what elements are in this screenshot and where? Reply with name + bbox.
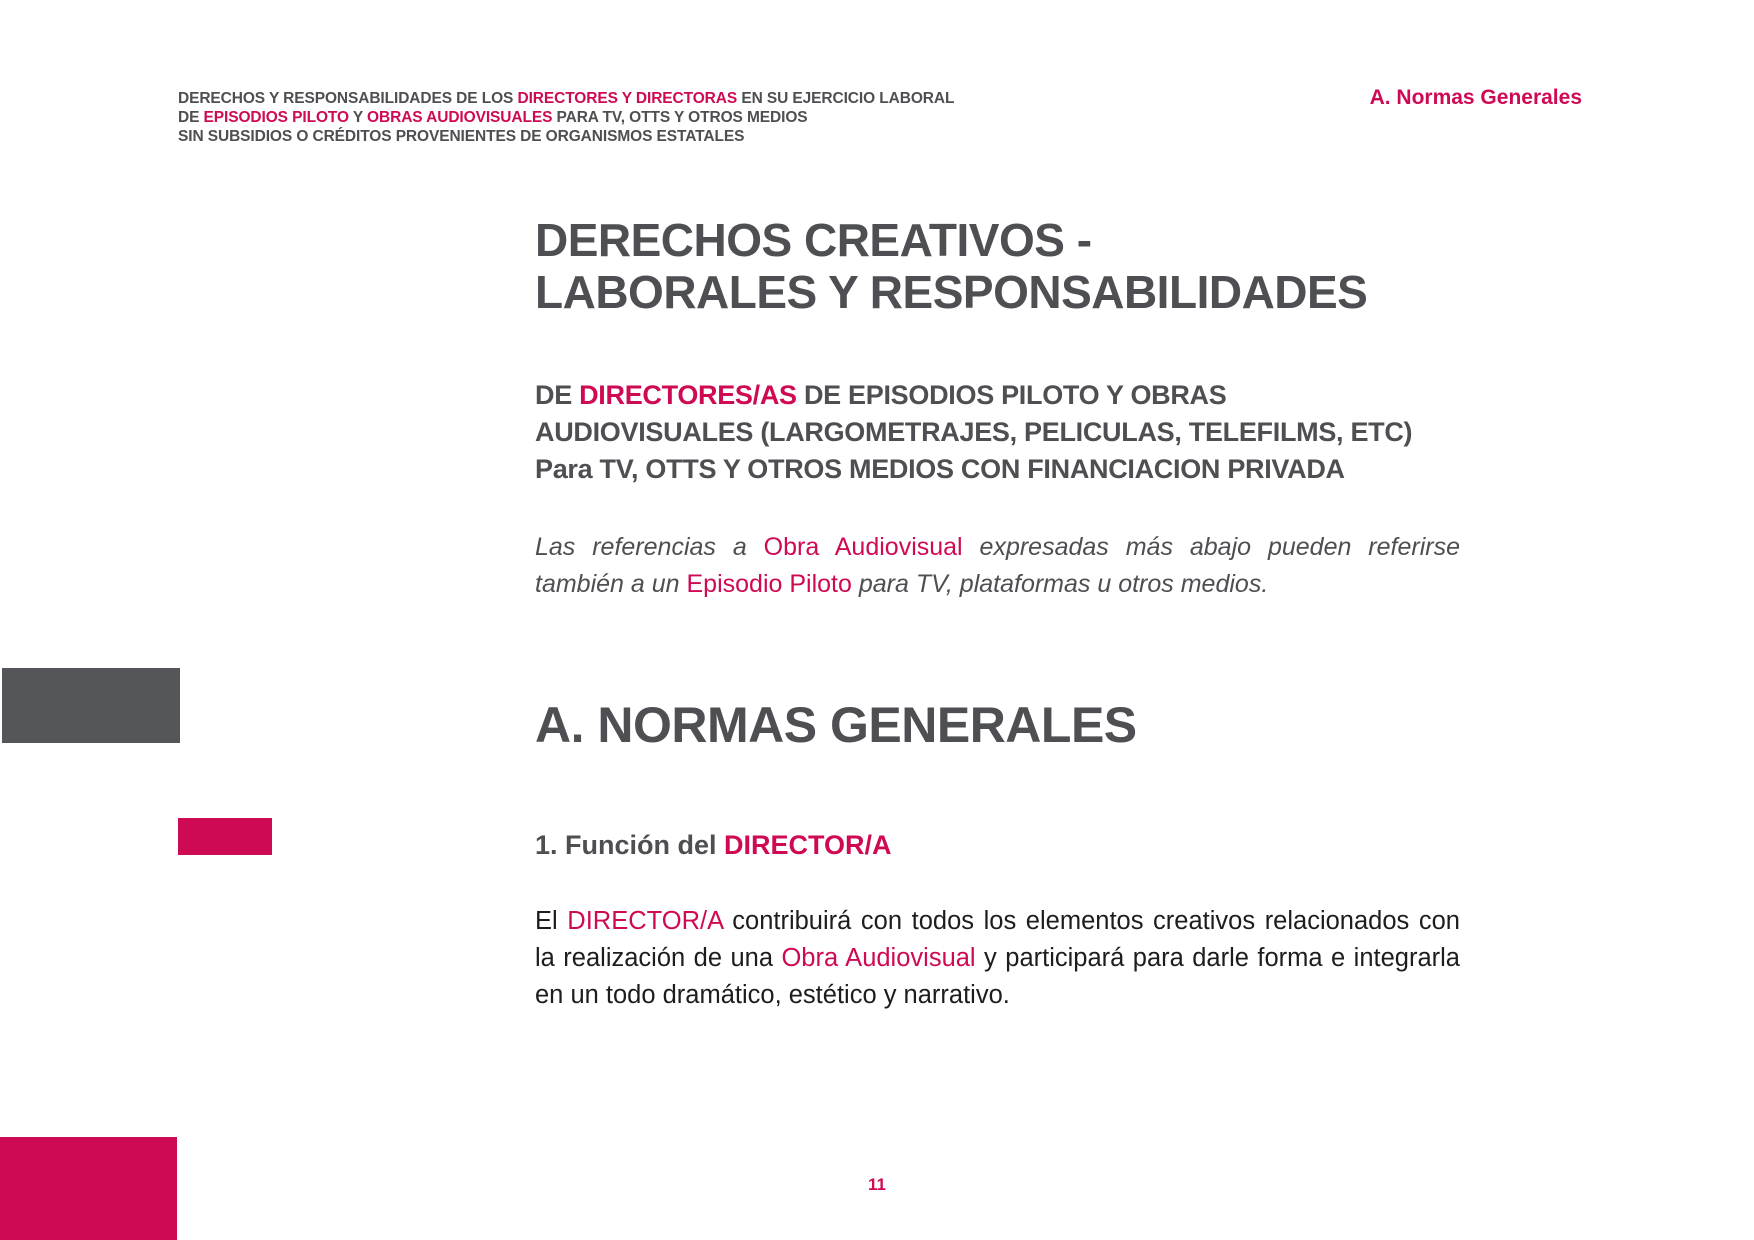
highlight-episodios-piloto: EPISODIOS PILOTO <box>203 109 349 126</box>
highlight-directores-as: DIRECTORES/AS <box>579 380 797 410</box>
highlight-obra-audiovisual: Obra Audiovisual <box>763 533 963 561</box>
running-header-line-2: DE EPISODIOS PILOTO Y OBRAS AUDIOVISUALES PARA TV, OTTS Y OTROS MEDIOS <box>178 109 808 126</box>
highlight-directores: DIRECTORES Y DIRECTORAS <box>517 90 738 107</box>
running-header-line-1: DERECHOS Y RESPONSABILIDADES DE LOS DIRECTORES Y DIRECTORAS EN SU EJERCICIO LABORAL <box>178 90 955 107</box>
highlight-director-a: DIRECTOR/A <box>724 830 892 860</box>
highlight-obras-audiovisuales: OBRAS AUDIOVISUALES <box>367 109 553 126</box>
subtitle-line-1: DE DIRECTORES/AS DE EPISODIOS PILOTO Y OBRAS <box>535 380 1227 410</box>
running-header <box>178 89 1038 146</box>
highlight-episodio-piloto: Episodio Piloto <box>686 570 852 598</box>
document-title <box>535 214 1435 318</box>
page-number: 11 <box>868 1175 886 1194</box>
document-subtitle <box>535 377 1495 488</box>
subtitle-line-2: AUDIOVISUALES (LARGOMETRAJES, PELICULAS, TELEFILMS, ETC) <box>535 417 1413 447</box>
subsection-heading: 1. Función del DIRECTOR/A <box>535 830 892 860</box>
section-tag: A. Normas Generales <box>1369 86 1582 109</box>
body-paragraph: El DIRECTOR/A contribuirá con todos los elementos creativos relacionados con la realización de una Obra Audiovisual y participará para darle forma e integrarla en un todo dramático, estético y narrativo. <box>535 907 1460 1009</box>
reference-note: Las referencias a Obra Audiovisual expresadas más abajo pueden referirse también a un Episodio Piloto para TV, plataformas u otros medios. <box>535 533 1460 598</box>
highlight-director-a-body: DIRECTOR/A <box>567 907 723 935</box>
running-header-line-3: SIN SUBSIDIOS O CRÉDITOS PROVENIENTES DE ORGANISMOS ESTATALES <box>178 128 745 145</box>
title-line-2: LABORALES Y RESPONSABILIDADES <box>535 266 1368 318</box>
decorative-pink-block-small <box>178 818 272 855</box>
title-line-1: DERECHOS CREATIVOS - <box>535 214 1092 266</box>
subtitle-line-3: Para TV, OTTS Y OTROS MEDIOS CON FINANCIACION PRIVADA <box>535 454 1345 484</box>
decorative-pink-block-large <box>0 1137 177 1240</box>
decorative-gray-block <box>2 668 180 743</box>
highlight-obra-audiovisual-body: Obra Audiovisual <box>781 944 976 972</box>
section-title: A. NORMAS GENERALES <box>535 697 1137 753</box>
